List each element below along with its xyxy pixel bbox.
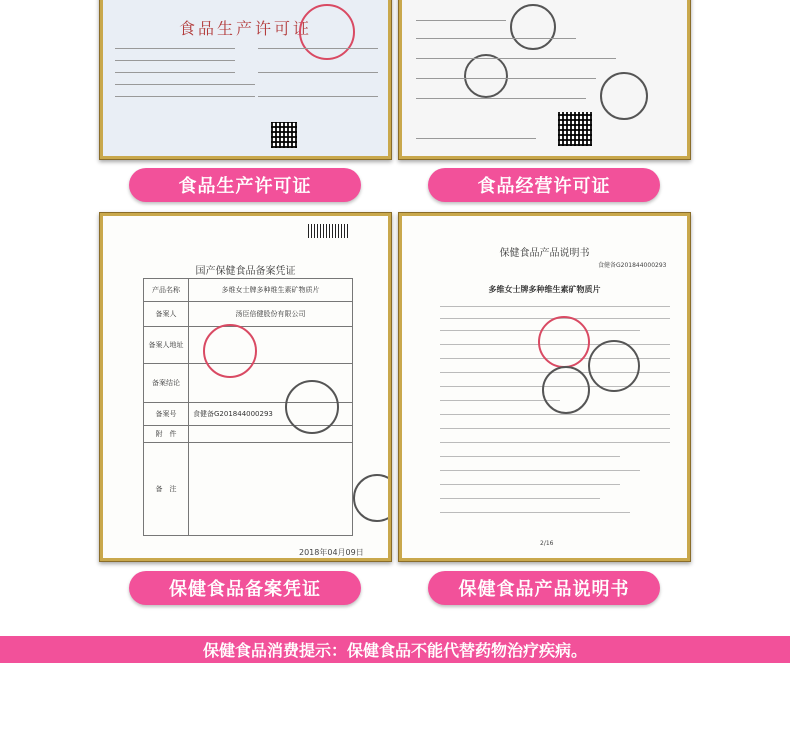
record-number: 食健备G201844000293: [188, 402, 353, 426]
company-name: 汤臣倍健股份有限公司: [188, 301, 353, 327]
health-food-instructions-button[interactable]: 保健食品产品说明书: [428, 571, 660, 605]
license-title: 食品生产许可证: [178, 19, 312, 38]
seal: [600, 72, 648, 120]
seal: [588, 340, 640, 392]
seal: [464, 54, 508, 98]
food-production-license-image: [99, 0, 392, 160]
seal: [353, 474, 388, 522]
instructions-product-name: 多维女士牌多种维生素矿物质片: [488, 285, 601, 294]
seal: [542, 366, 590, 414]
food-business-license-button[interactable]: 食品经营许可证: [428, 168, 660, 202]
qr-code: [558, 112, 592, 146]
qr-code: [271, 122, 297, 148]
seal: [285, 380, 339, 434]
red-seal: [203, 324, 257, 378]
health-food-record-certificate-image: 国产保健食品备案凭证 产品名称 多维女士牌多种维生素矿物质片 备案人 汤臣倍健股份有限公司 备案人地址 备案结论 备案号 食健备G201844000293 附 件 备 注 2018年04月09日: [99, 212, 392, 562]
instructions-title: 保健食品产品说明书: [499, 248, 590, 259]
page-number: 2/16: [540, 540, 554, 547]
food-production-license-button[interactable]: 食品生产许可证: [129, 168, 361, 202]
product-name: 多维女士牌多种维生素矿物质片: [188, 278, 353, 302]
red-seal: [538, 316, 590, 368]
red-seal: [299, 4, 355, 60]
health-food-record-button[interactable]: 保健食品备案凭证: [129, 571, 361, 605]
seal: [510, 4, 556, 50]
certificate-title: 国产保健食品备案凭证: [195, 266, 296, 277]
consumer-notice-banner: 保健食品消费提示：保健食品不能代替药物治疗疾病。: [0, 636, 790, 663]
barcode: [308, 224, 350, 238]
health-food-instructions-image: [398, 212, 691, 562]
food-business-license-image: [398, 0, 691, 160]
instructions-record-number: 食健备G201844000293: [598, 262, 667, 269]
issue-date: 2018年04月09日: [299, 548, 364, 557]
